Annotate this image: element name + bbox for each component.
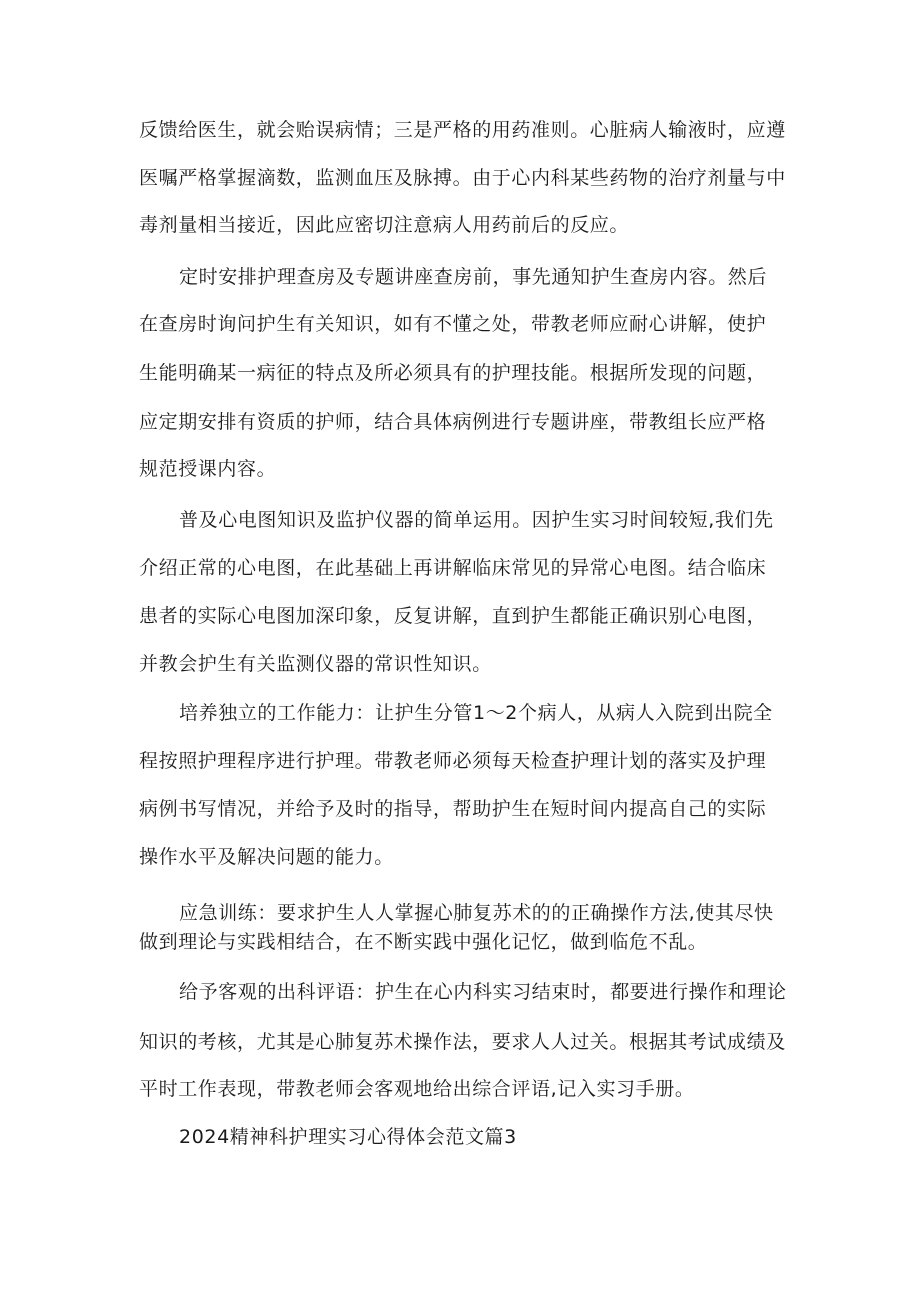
text-line: 应急训练：要求护生人人掌握心肺复苏术的的正确操作方法,使其尽快: [179, 902, 774, 924]
text-line: 患者的实际心电图加深印象，反复讲解，直到护生都能正确识别心电图，: [139, 605, 767, 627]
text-line: 介绍正常的心电图，在此基础上再讲解临床常见的异常心电图。结合临床: [139, 557, 767, 579]
text-line: 毒剂量相当接近，因此应密切注意病人用药前后的反应。: [139, 214, 630, 236]
text-line: 培养独立的工作能力：让护生分管1〜2个病人，从病人入院到出院全: [179, 702, 773, 724]
text-line: 医嘱严格掌握滴数，监测血压及脉搏。由于心内科某些药物的治疗剂量与中: [139, 167, 786, 189]
text-line: 操作水平及解决问题的能力。: [139, 846, 394, 868]
text-line: 程按照护理程序进行护理。带教老师必须每天检查护理计划的落实及护理: [139, 750, 767, 772]
text-line: 在查房时询问护生有关知识，如有不懂之处，带教老师应耐心讲解，使护: [139, 313, 767, 335]
text-line: 反馈给医生，就会贻误病情；三是严格的用药准则。心脏病人输液时，应遵: [139, 119, 786, 141]
text-line: 知识的考核，尤其是心肺复苏术操作法，要求人人过关。根据其考试成绩及: [139, 1031, 786, 1053]
text-line: 规范授课内容。: [139, 458, 277, 480]
text-line: 平时工作表现，带教老师会客观地给出综合评语,记入实习手册。: [139, 1078, 695, 1100]
text-line: 生能明确某一病征的特点及所必须具有的护理技能。根据所发现的问题，: [139, 362, 767, 384]
text-line: 并教会护生有关监测仪器的常识性知识。: [139, 653, 492, 675]
text-line: 普及心电图知识及监护仪器的简单运用。因护生实习时间较短,我们先: [179, 509, 774, 531]
section-heading: 2024精神科护理实习心得体会范文篇3: [179, 1126, 517, 1148]
text-line: 病例书写情况，并给予及时的指导，帮助护生在短时间内提高自己的实际: [139, 798, 767, 820]
text-line: 给予客观的出科评语：护生在心内科实习结束时，都要进行操作和理论: [179, 981, 787, 1003]
text-line: 应定期安排有资质的护师，结合具体病例进行专题讲座，带教组长应严格: [139, 411, 767, 433]
text-line: 做到理论与实践相结合，在不断实践中强化记忆，做到临危不乱。: [139, 931, 708, 953]
text-line: 定时安排护理查房及专题讲座查房前，事先通知护生查房内容。然后: [179, 266, 768, 288]
